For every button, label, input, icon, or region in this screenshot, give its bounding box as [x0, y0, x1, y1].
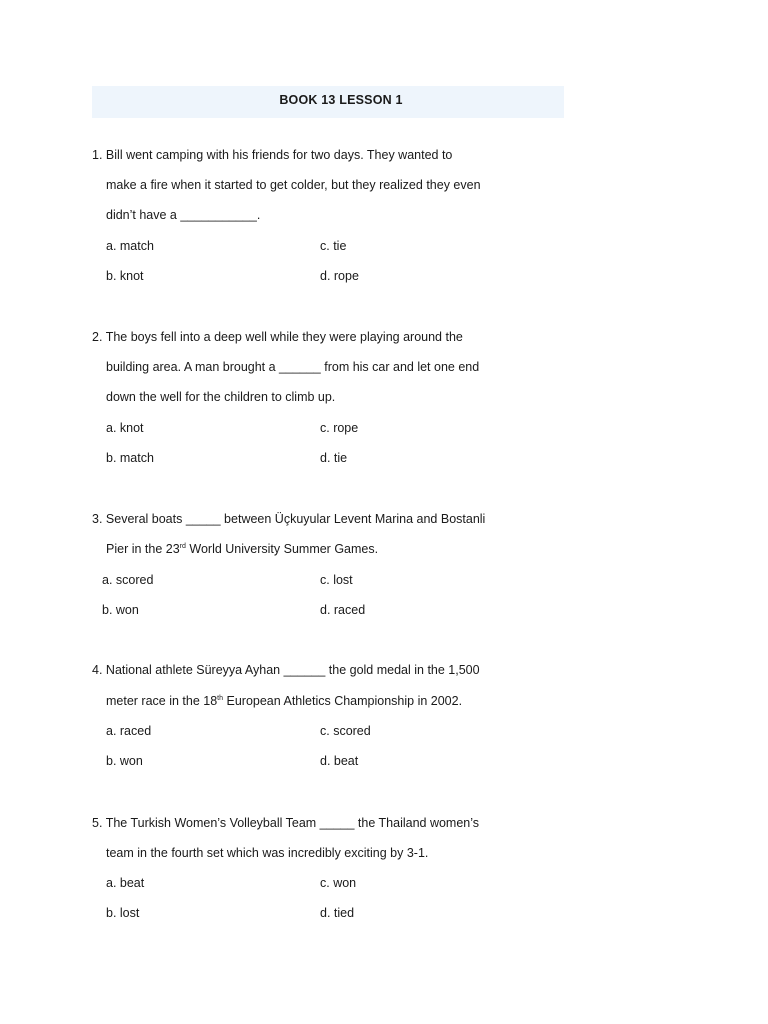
question-number: 3. — [92, 512, 103, 526]
option-a: a. knot — [106, 421, 144, 435]
option-c: c. rope — [320, 421, 359, 435]
title-band — [92, 86, 564, 118]
question-text: The boys fell into a deep well while they were playing around the — [105, 330, 463, 344]
option-d: d. rope — [320, 269, 359, 283]
option-a: a. scored — [102, 573, 154, 587]
line-text: European Athletics Championship in 2002. — [223, 694, 463, 708]
option-c: c. lost — [320, 573, 353, 587]
question-3-line-2 — [106, 541, 378, 557]
option-d: d. tied — [320, 906, 355, 920]
question-4-line-1 — [92, 662, 480, 678]
option-d: d. beat — [320, 754, 359, 768]
question-1-line-1 — [92, 147, 452, 163]
question-text: Bill went camping with his friends for two days. They wanted to — [105, 148, 453, 162]
question-5-line-1 — [92, 815, 479, 831]
question-2-line-2: building area. A man brought a ______ from his car and let one end — [106, 360, 480, 374]
option-a: a. match — [106, 239, 154, 253]
ordinal-suffix: rd — [179, 543, 186, 550]
question-text: The Turkish Women’s Volleyball Team _____ the Thailand women’s — [105, 816, 480, 830]
question-2-line-3: down the well for the children to climb up. — [106, 390, 336, 404]
question-number: 5. — [92, 816, 103, 830]
question-text: Several boats _____ between Üçkuyular Levent Marina and Bostanli — [105, 512, 486, 526]
option-c: c. scored — [320, 724, 371, 738]
page-title: BOOK 13 LESSON 1 — [279, 93, 403, 107]
question-number: 1. — [92, 148, 103, 162]
line-text: World University Summer Games. — [185, 542, 379, 556]
option-b: b. won — [106, 754, 143, 768]
option-a: a. raced — [106, 724, 152, 738]
option-b: b. knot — [106, 269, 144, 283]
option-c: c. tie — [320, 239, 347, 253]
question-5-line-2: team in the fourth set which was incredibly exciting by 3-1. — [106, 846, 429, 860]
option-c: c. won — [320, 876, 357, 890]
question-number: 2. — [92, 330, 103, 344]
option-b: b. match — [106, 451, 154, 465]
question-4-line-2 — [106, 693, 462, 709]
option-a: a. beat — [106, 876, 145, 890]
question-1-line-2: make a fire when it started to get colder, but they realized they even — [106, 178, 481, 192]
ordinal-suffix: th — [217, 695, 224, 702]
option-d: d. tie — [320, 451, 348, 465]
line-text: Pier in the 23 — [106, 542, 180, 556]
option-b: b. won — [102, 603, 139, 617]
question-2-line-1 — [92, 329, 463, 345]
option-b: b. lost — [106, 906, 140, 920]
question-3-line-1 — [92, 511, 485, 527]
question-number: 4. — [92, 663, 103, 677]
option-d: d. raced — [320, 603, 366, 617]
question-text: National athlete Süreyya Ayhan ______ the gold medal in the 1,500 — [105, 663, 480, 677]
question-1-line-3: didn’t have a ___________. — [106, 208, 261, 222]
line-text: meter race in the 18 — [106, 694, 218, 708]
